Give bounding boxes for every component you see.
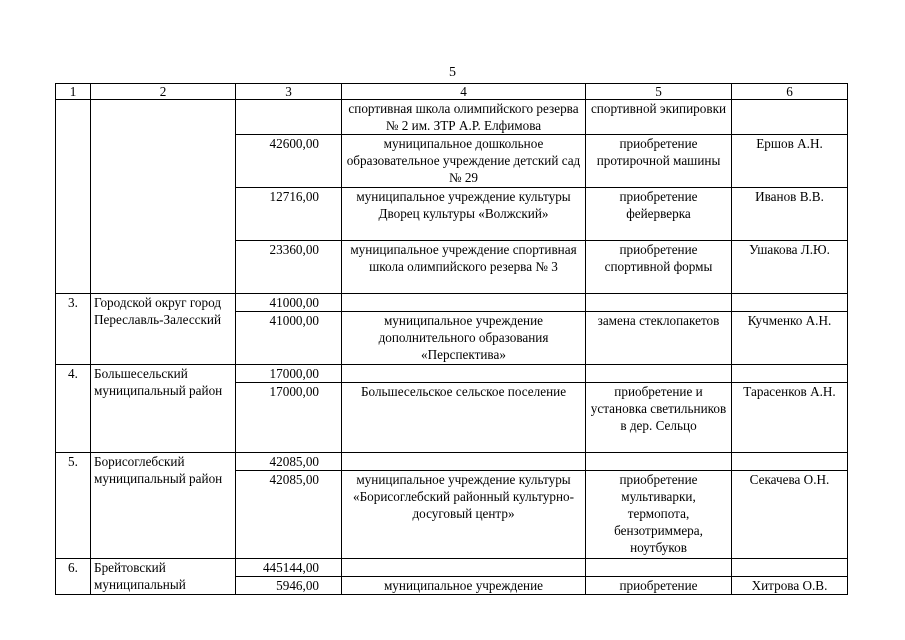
institution-cell bbox=[342, 453, 586, 471]
table-row bbox=[56, 453, 848, 471]
district-cell bbox=[91, 100, 236, 294]
column-header: 4 bbox=[342, 84, 586, 100]
row-number-cell: 3. bbox=[56, 294, 91, 365]
column-header: 1 bbox=[56, 84, 91, 100]
responsible-person-cell bbox=[732, 453, 848, 471]
purpose-cell bbox=[586, 453, 732, 471]
institution-cell bbox=[342, 365, 586, 383]
purpose-cell: приобретение фейерверка bbox=[586, 188, 732, 241]
amount-cell: 23360,00 bbox=[236, 241, 342, 294]
district-cell: Брейтовский муниципальный bbox=[91, 559, 236, 595]
amount-cell: 17000,00 bbox=[236, 383, 342, 453]
responsible-person-cell: Кучменко А.Н. bbox=[732, 312, 848, 365]
purpose-cell: спортивной экипировки bbox=[586, 100, 732, 135]
purpose-cell: замена стеклопакетов bbox=[586, 312, 732, 365]
purpose-cell: приобретение протирочной машины bbox=[586, 135, 732, 188]
institution-cell bbox=[342, 559, 586, 577]
purpose-cell bbox=[586, 365, 732, 383]
institution-cell bbox=[342, 294, 586, 312]
responsible-person-cell bbox=[732, 294, 848, 312]
table-row bbox=[56, 559, 848, 577]
purpose-cell: приобретение bbox=[586, 577, 732, 595]
responsible-person-cell: Хитрова О.В. bbox=[732, 577, 848, 595]
allocation-table bbox=[55, 83, 848, 595]
amount-cell: 17000,00 bbox=[236, 365, 342, 383]
column-header: 5 bbox=[586, 84, 732, 100]
purpose-cell bbox=[586, 559, 732, 577]
amount-cell: 42085,00 bbox=[236, 471, 342, 559]
table-header-row bbox=[56, 84, 848, 100]
institution-cell: Большесельское сельское поселение bbox=[342, 383, 586, 453]
amount-cell: 5946,00 bbox=[236, 577, 342, 595]
amount-cell: 445144,00 bbox=[236, 559, 342, 577]
amount-cell: 42085,00 bbox=[236, 453, 342, 471]
table-row bbox=[56, 365, 848, 383]
amount-cell: 12716,00 bbox=[236, 188, 342, 241]
purpose-cell: приобретение и установка светильников в дер. Сельцо bbox=[586, 383, 732, 453]
page-number: 5 bbox=[449, 65, 456, 80]
institution-cell: муниципальное учреждение дополнительного образования «Перспектива» bbox=[342, 312, 586, 365]
table-row bbox=[56, 100, 848, 135]
responsible-person-cell bbox=[732, 365, 848, 383]
responsible-person-cell: Ершов А.Н. bbox=[732, 135, 848, 188]
institution-cell: муниципальное учреждение культуры Дворец культуры «Волжский» bbox=[342, 188, 586, 241]
purpose-cell bbox=[586, 294, 732, 312]
column-header: 6 bbox=[732, 84, 848, 100]
row-number-cell: 5. bbox=[56, 453, 91, 559]
amount-cell: 41000,00 bbox=[236, 294, 342, 312]
institution-cell: муниципальное учреждение спортивная школа олимпийского резерва № 3 bbox=[342, 241, 586, 294]
row-number-cell bbox=[56, 100, 91, 294]
responsible-person-cell: Ушакова Л.Ю. bbox=[732, 241, 848, 294]
amount-cell: 41000,00 bbox=[236, 312, 342, 365]
column-header: 2 bbox=[91, 84, 236, 100]
row-number-cell: 6. bbox=[56, 559, 91, 595]
institution-cell: спортивная школа олимпийского резерва № 2 им. ЗТР А.Р. Елфимова bbox=[342, 100, 586, 135]
responsible-person-cell: Секачева О.Н. bbox=[732, 471, 848, 559]
table-row bbox=[56, 294, 848, 312]
purpose-cell: приобретение спортивной формы bbox=[586, 241, 732, 294]
institution-cell: муниципальное учреждение bbox=[342, 577, 586, 595]
row-number-cell: 4. bbox=[56, 365, 91, 453]
institution-cell: муниципальное дошкольное образовательное учреждение детский сад № 29 bbox=[342, 135, 586, 188]
district-cell: Большесельский муниципальный район bbox=[91, 365, 236, 453]
district-cell: Городской округ город Переславль-Залесский bbox=[91, 294, 236, 365]
district-cell: Борисоглебский муниципальный район bbox=[91, 453, 236, 559]
responsible-person-cell: Иванов В.В. bbox=[732, 188, 848, 241]
column-header: 3 bbox=[236, 84, 342, 100]
amount-cell bbox=[236, 100, 342, 135]
institution-cell: муниципальное учреждение культуры «Борисоглебский районный культурно-досуговый центр» bbox=[342, 471, 586, 559]
responsible-person-cell bbox=[732, 100, 848, 135]
responsible-person-cell: Тарасенков А.Н. bbox=[732, 383, 848, 453]
responsible-person-cell bbox=[732, 559, 848, 577]
amount-cell: 42600,00 bbox=[236, 135, 342, 188]
purpose-cell: приобретение мультиварки, термопота, бензотриммера, ноутбуков bbox=[586, 471, 732, 559]
